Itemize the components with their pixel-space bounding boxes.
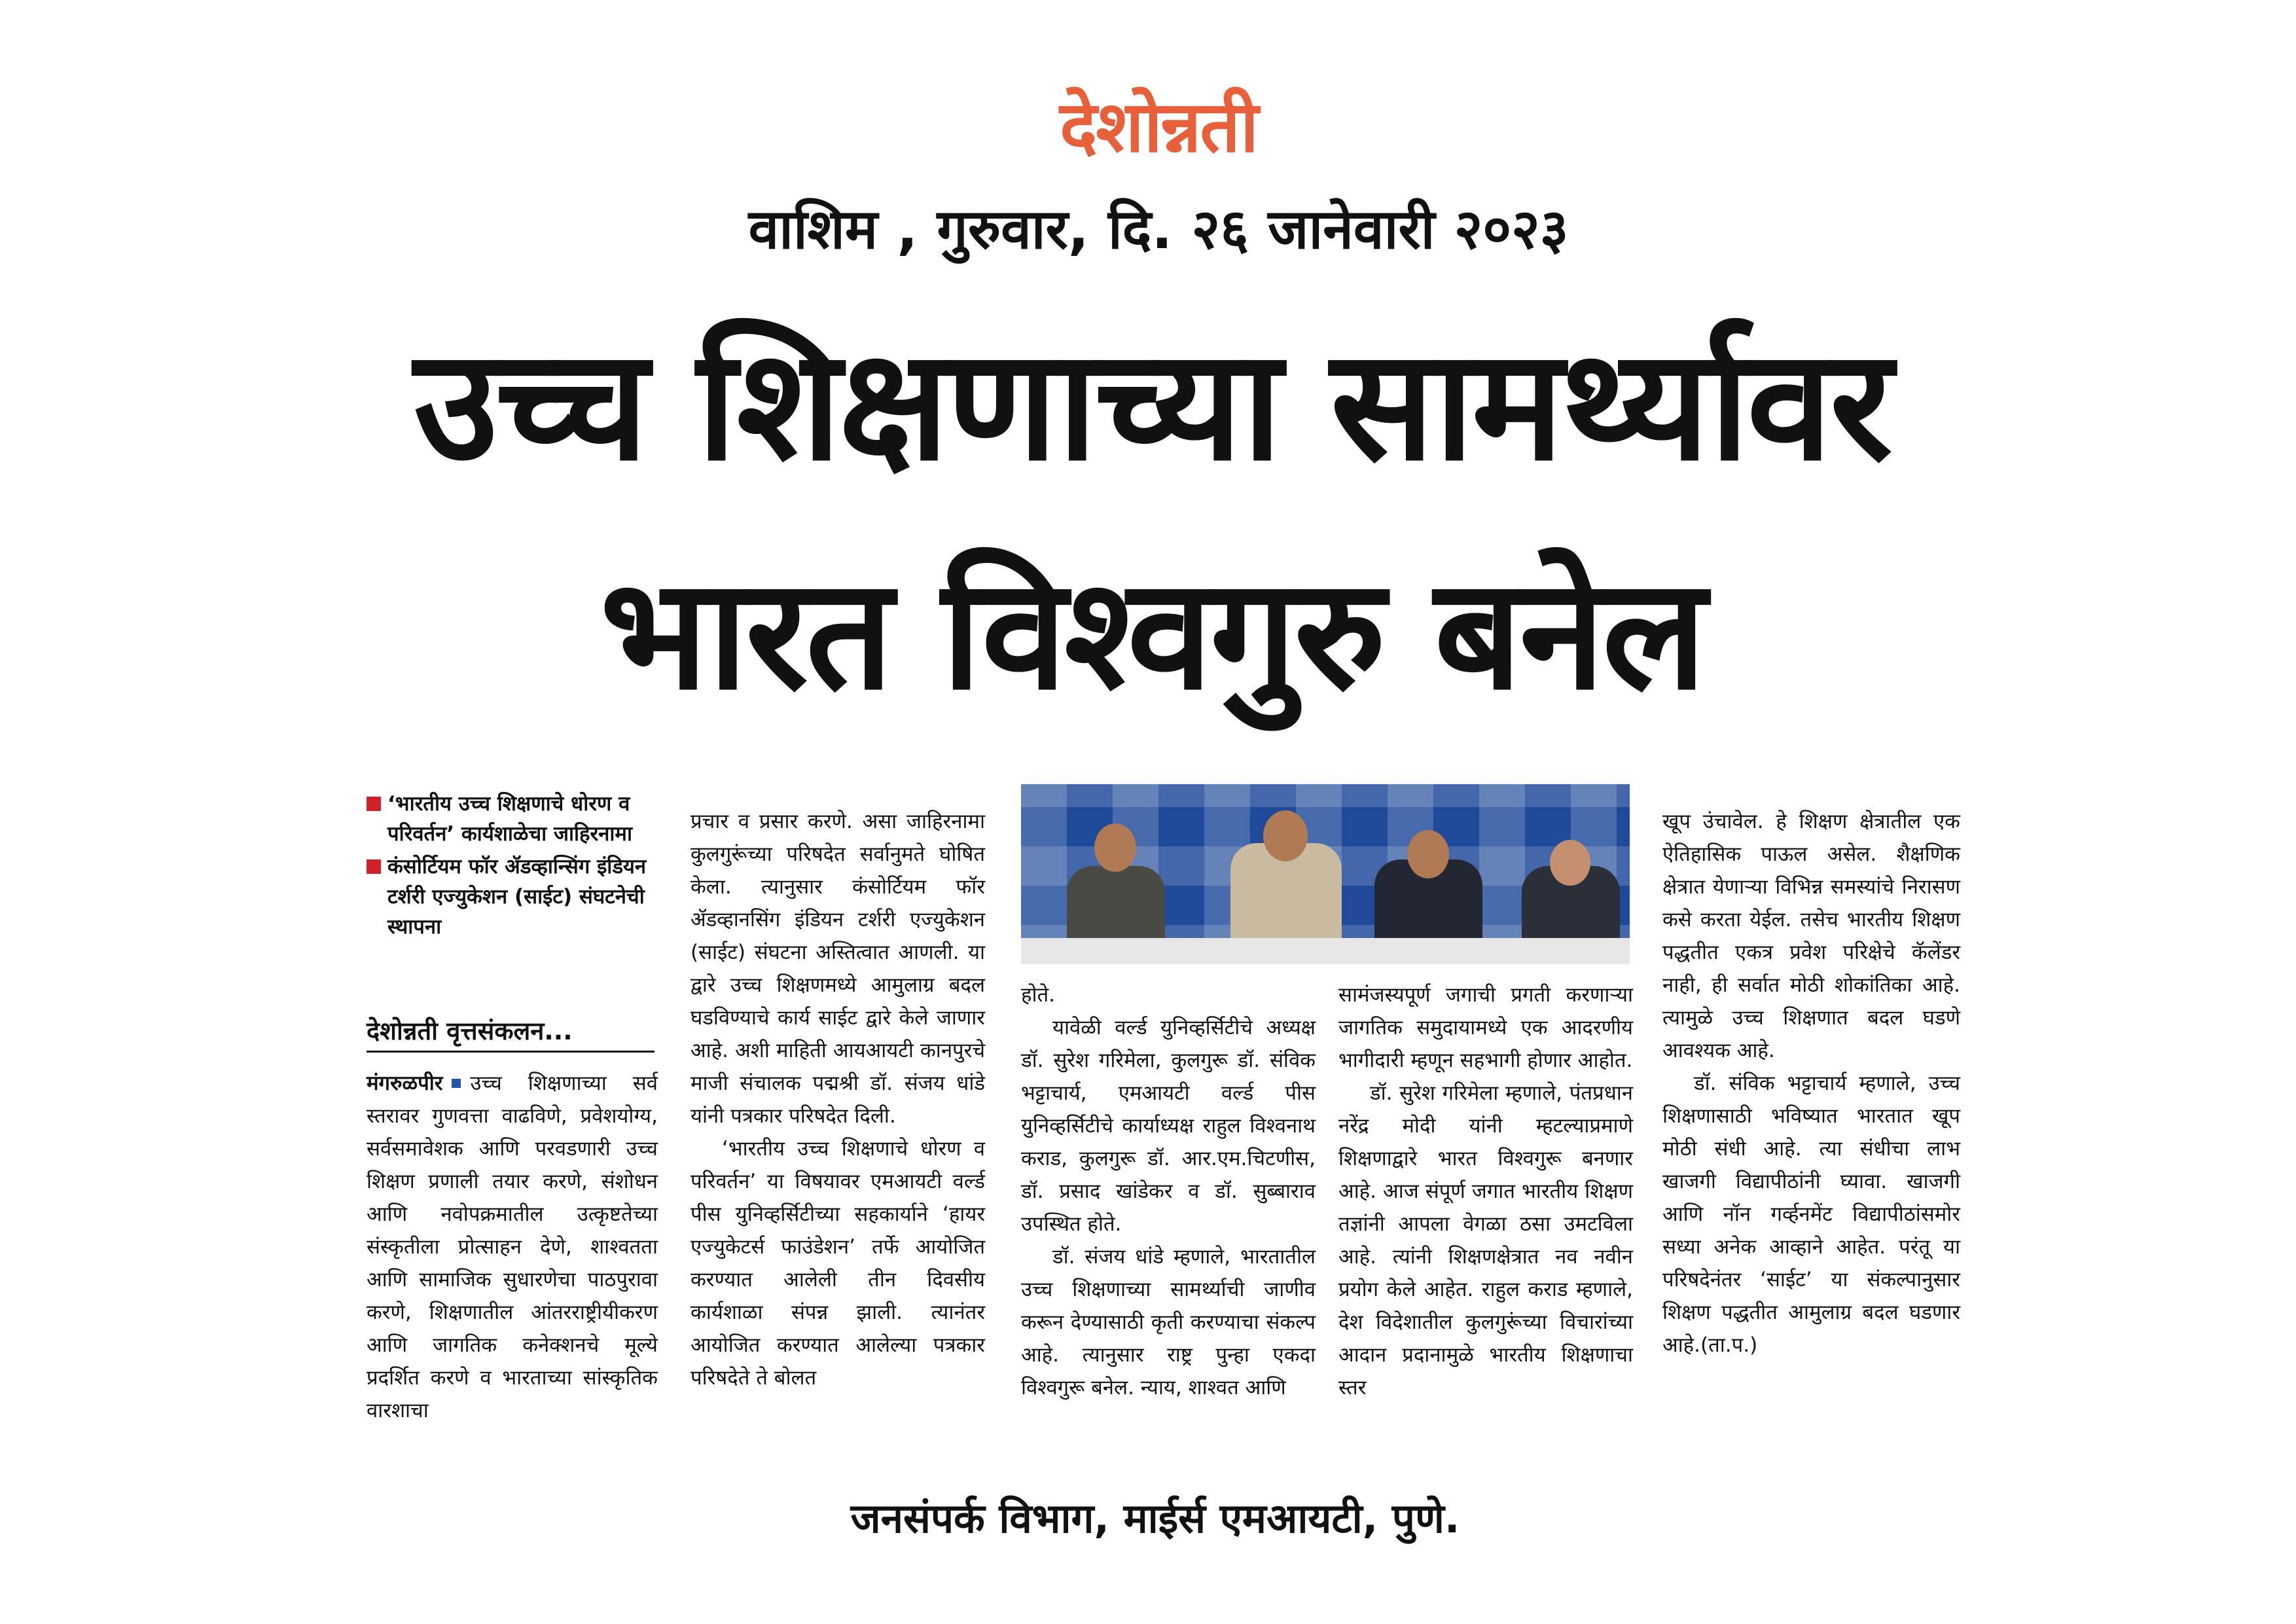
highlight-item <box>367 852 655 942</box>
paragraph: डॉ. संविक भट्टाचार्य म्हणाले, उच्च शिक्षणासाठी भविष्यात भारतात खूप मोठी संधी आहे. त्या संधीचा लाभ खाजगी विद्यापीठांनी घ्यावा. खाजगी आणि नॉन गर्व्हनमेंट विद्यापीठांसमोर सध्या अनेक आव्हाने आहेत. परंतू या परिषदेनंतर ‘साईट’ या संकल्पानुसार शिक्षण पद्धतीत आमुलाग्र बदल घडणार आहे.(ता.प.) <box>1662 1072 1960 1357</box>
paragraph: डॉ. सुरेश गरिमेला म्हणाले, पंतप्रधान नरेंद्र मोदी यांनी म्हटल्याप्रमाणे शिक्षणाद्वारे भारत विश्वगुरू बनणार आहे. आज संपूर्ण जगात भारतीय शिक्षण तज्ञांनी आपला वेगळा ठसा उमटविला आहे. त्यांनी शिक्षणक्षेत्रात नव नवीन प्रयोग केले आहेत. राहुल कराड म्हणाले, देश विदेशातील कुलगुरूंच्या विचारांच्या आदान प्रदानामुळे भारतीय शिक्षणाचा स्तर <box>1338 1081 1633 1399</box>
article-column-1 <box>367 1067 658 1427</box>
headline-line-2: भारत विश्वगुरु बनेल <box>600 545 1704 724</box>
square-bullet-icon <box>367 859 381 874</box>
paragraph: सामंजस्यपूर्ण जगाची प्रगती करणाऱ्या जागतिक समुदायामध्ये एक आदरणीय भागीदारी म्हणून सहभागी होणार आहोत. <box>1338 983 1633 1072</box>
highlight-text: ‘भारतीय उच्च शिक्षणाचे धोरण व परिवर्तन’ कार्यशाळेचा जाहिरनामा <box>387 792 632 846</box>
article-column-5 <box>1662 805 1960 1362</box>
paragraph: यावेळी वर्ल्ड युनिव्हर्सिटीचे अध्यक्ष डॉ. सुरेश गरिमेला, कुलगुरू डॉ. संविक भट्टाचार्य, एमआयटी वर्ल्ड पीस युनिव्हर्सिटीचे कार्याध्यक्ष राहुल विश्वनाथ कराड, कुलगुरू डॉ. आर.एम.चिटणीस, डॉ. प्रसाद खांडेकर व डॉ. सुब्बाराव उपस्थित होते. <box>1021 1016 1316 1236</box>
dateline: वाशिम , गुरुवार, दि. २६ जानेवारी २०२३ <box>748 197 1569 261</box>
footer-credit: जनसंपर्क विभाग, माईर्स एमआयटी, पुणे. <box>850 1494 1460 1542</box>
highlight-text: कंसोर्टियम फॉर ॲडव्हान्सिंग इंडियन टर्शरी एज्युकेशन (साईट) संघटनेची स्थापना <box>387 855 647 939</box>
square-marker-icon <box>452 1079 461 1088</box>
person-4-head <box>1550 840 1590 886</box>
paragraph: ‘भारतीय उच्च शिक्षणाचे धोरण व परिवर्तन’ या विषयावर एमआयटी वर्ल्ड पीस युनिव्हर्सिटीच्या सहकार्याने ‘हायर एज्युकेटर्स फाउंडेशन’ तर्फे आयोजित करण्यात आलेली तीन दिवसीय कार्यशाळा संपन्न झाली. त्यानंतर आयोजित करण्यात आलेल्या पत्रकार परिषदेते ते बोलत <box>691 1137 985 1390</box>
bureau-credit: देशोन्नती वृत्तसंकलन... <box>367 1011 655 1053</box>
dateline-place: मंगरुळपीर <box>367 1072 443 1095</box>
masthead-logo: देशोन्नती <box>1060 86 1257 168</box>
person-3-head <box>1407 830 1449 878</box>
article-column-3 <box>1021 979 1316 1404</box>
table-edge <box>1021 938 1630 964</box>
person-2-head <box>1263 810 1308 861</box>
paragraph: होते. <box>1021 983 1056 1007</box>
headline-line-1: उच्च शिक्षणाच्या सामर्थ्यावर <box>414 316 1890 495</box>
highlight-item <box>367 789 655 849</box>
paragraph: प्रचार व प्रसार करणे. असा जाहिरनामा कुलगुरूंच्या परिषदेत सर्वानुमते घोषित केला. त्यानुसार कंसोर्टियम फॉर ॲडव्हानसिंग इंडियन टर्शरी एज्युकेशन (साईट) संघटना अस्तित्वात आणली. या द्वारे उच्च शिक्षणमध्ये आमुलाग्र बदल घडविण्याचे कार्य साईट द्वारे केले जाणार आहे. अशी माहिती आयआयटी कानपुरचे माजी संचालक पद्मश्री डॉ. संजय धांडे यांनी पत्रकार परिषदेत दिली. <box>691 810 985 1128</box>
column-text: उच्च शिक्षणाच्या सर्व स्तरावर गुणवत्ता वाढविणे, प्रवेशयोग्य, सर्वसमावेशक आणि परवडणारी उच्च शिक्षण प्रणाली तयार करणे, संशोधन आणि नवोपक्रमातील उत्कृष्टतेच्या संस्कृतीला प्रोत्साहन देणे, शाश्वतता आणि सामाजिक सुधारणेचा पाठपुरावा करणे, शिक्षणातील आंतरराष्ट्रीयीकरण आणि जागतिक कनेक्शनचे मूल्ये प्रदर्शित करणे व भारताच्या सांस्कृतिक वारशाचा <box>367 1072 658 1422</box>
person-1-head <box>1094 823 1136 872</box>
article-column-2 <box>691 805 985 1394</box>
press-conference-photo <box>1021 784 1630 964</box>
article-column-4 <box>1338 979 1633 1404</box>
paragraph: डॉ. संजय धांडे म्हणाले, भारतातील उच्च शिक्षणाच्या सामर्थ्याची जाणीव करून देण्यासाठी कृती करण्याचा संकल्प आहे. त्यानुसार राष्ट्र पुन्हा एकदा विश्वगुरू बनेल. न्याय, शाश्वत आणि <box>1021 1245 1316 1399</box>
square-bullet-icon <box>367 797 381 811</box>
paragraph: खूप उंचावेल. हे शिक्षण क्षेत्रातील एक ऐतिहासिक पाऊल असेल. शैक्षणिक क्षेत्रात येणाऱ्या विभिन्न समस्यांचे निरासण कसे करता येईल. तसेच भारतीय शिक्षण पद्धतीत एकत्र प्रवेश परिक्षेचे कॅलेंडर नाही, ही सर्वात मोठी शोकांतिका आहे. त्यामुळे उच्च शिक्षणात बदल घडणे आवश्यक आहे. <box>1662 810 1960 1062</box>
highlights-box <box>367 789 655 945</box>
